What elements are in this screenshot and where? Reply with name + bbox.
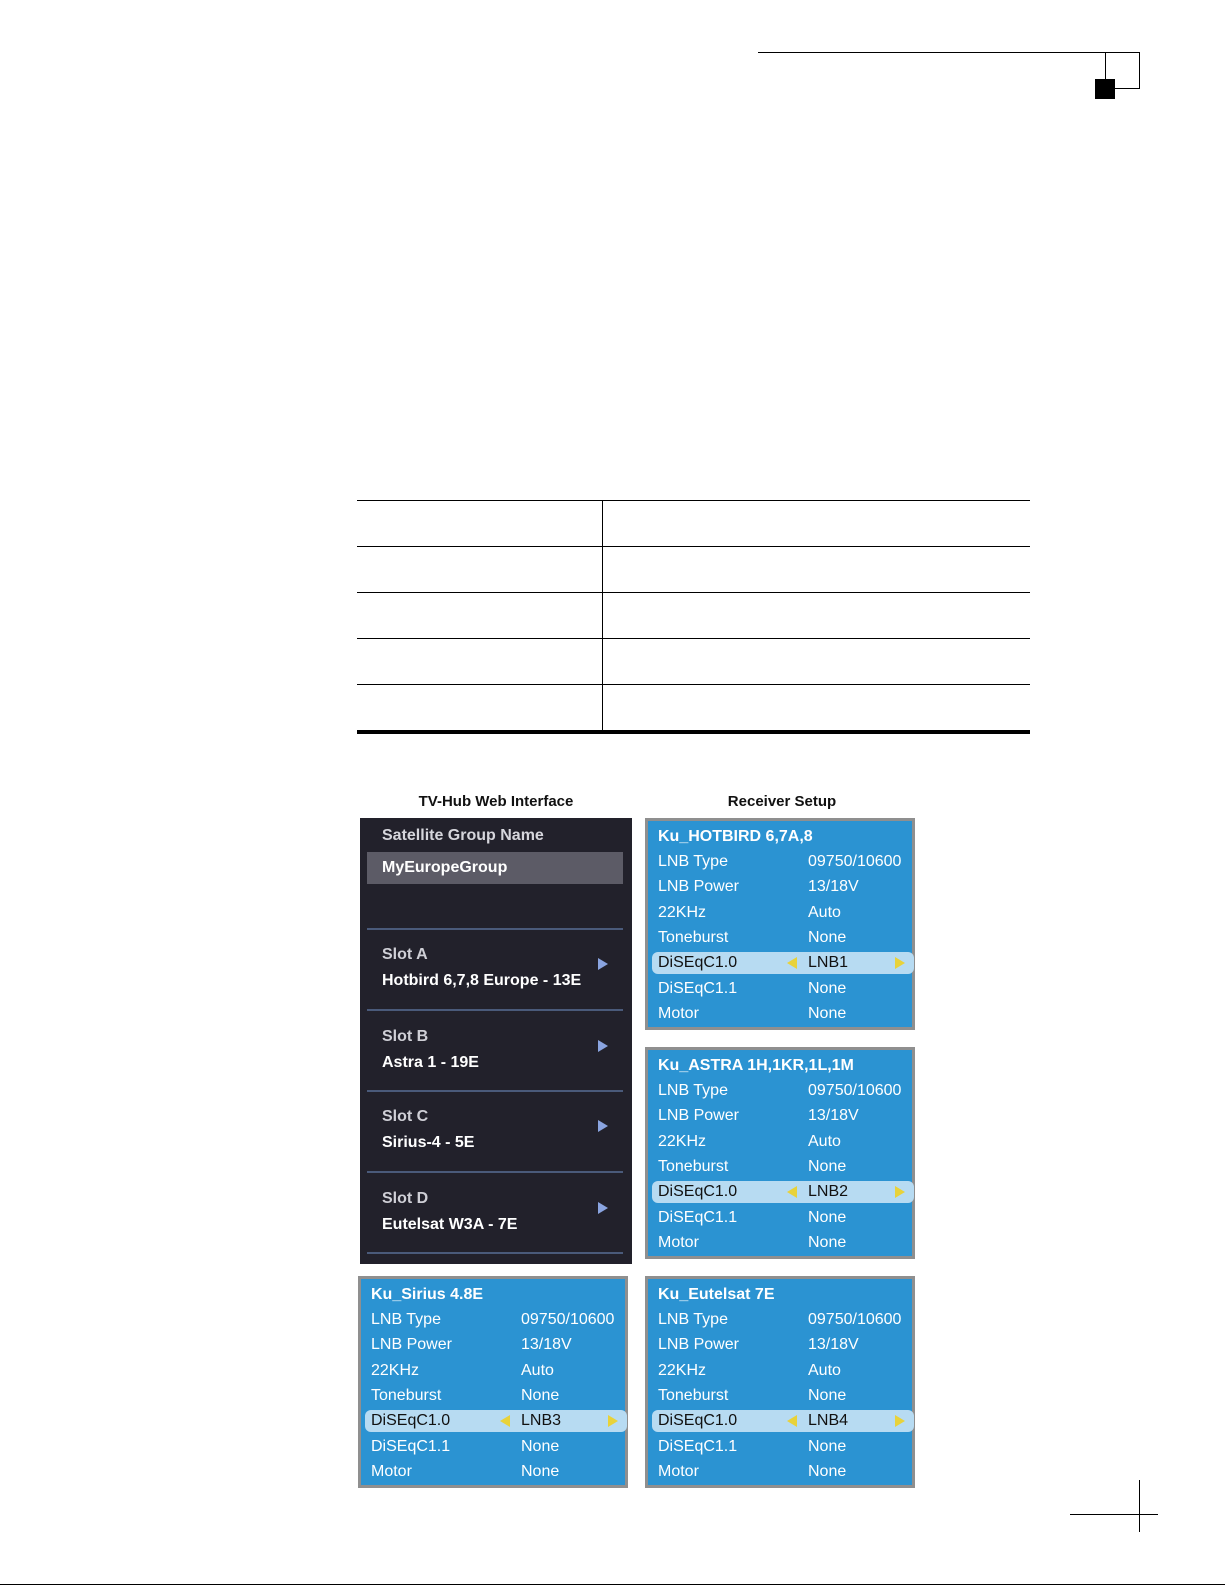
- setting-value: 13/18V: [521, 1336, 572, 1353]
- setting-row[interactable]: [658, 1080, 908, 1102]
- setting-key: DiSEqC1.0: [371, 1412, 451, 1429]
- setting-key: Motor: [658, 1463, 699, 1480]
- crop-mark: [1070, 1514, 1158, 1515]
- setting-value: None: [521, 1387, 560, 1404]
- setting-value: 09750/10600: [808, 853, 902, 870]
- setting-row[interactable]: [658, 927, 908, 949]
- table-row: [357, 500, 1030, 546]
- setting-key: LNB Power: [371, 1336, 452, 1353]
- slot-a[interactable]: [360, 946, 632, 1024]
- setting-value: 13/18V: [808, 878, 859, 895]
- setting-row[interactable]: [371, 1461, 621, 1483]
- setting-key: Motor: [371, 1463, 412, 1480]
- setting-key: DiSEqC1.1: [658, 1209, 738, 1226]
- setting-row[interactable]: [658, 978, 908, 1000]
- setting-row-selected[interactable]: [652, 1181, 914, 1203]
- chevron-right-icon: [598, 1202, 608, 1214]
- setting-row-selected[interactable]: [652, 952, 914, 974]
- chevron-right-icon: [598, 1040, 608, 1052]
- setting-row[interactable]: [658, 1436, 908, 1458]
- setting-key: Motor: [658, 1234, 699, 1251]
- setting-value: 09750/10600: [808, 1082, 902, 1099]
- setting-key: LNB Power: [658, 878, 739, 895]
- setting-row[interactable]: [658, 1105, 908, 1127]
- setting-row[interactable]: [658, 1309, 908, 1331]
- setting-key: Motor: [658, 1005, 699, 1022]
- setting-value: None: [808, 980, 847, 997]
- arrow-right-icon[interactable]: [895, 957, 905, 969]
- slot-satellite: Hotbird 6,7,8 Europe - 13E: [382, 972, 582, 989]
- setting-value: LNB1: [808, 954, 849, 971]
- setting-value: None: [808, 1005, 847, 1022]
- arrow-left-icon[interactable]: [500, 1415, 510, 1427]
- setting-key: 22KHz: [371, 1362, 420, 1379]
- setting-key: DiSEqC1.0: [658, 954, 738, 971]
- receiver-box-astra: [645, 1047, 915, 1259]
- receiver-setup-caption: Receiver Setup: [727, 793, 837, 810]
- setting-key: DiSEqC1.0: [658, 1183, 738, 1200]
- arrow-left-icon[interactable]: [787, 1415, 797, 1427]
- setting-row[interactable]: [371, 1334, 621, 1356]
- setting-row[interactable]: [658, 1131, 908, 1153]
- slot-d[interactable]: [360, 1190, 632, 1268]
- setting-value: None: [808, 1209, 847, 1226]
- header-rule: [758, 52, 1140, 53]
- receiver-title: Ku_Sirius 4.8E: [371, 1286, 484, 1303]
- setting-key: DiSEqC1.0: [658, 1412, 738, 1429]
- setting-value: None: [521, 1463, 560, 1480]
- divider: [367, 1171, 623, 1173]
- setting-row[interactable]: [658, 1003, 908, 1025]
- setting-value: None: [521, 1438, 560, 1455]
- chevron-right-icon: [598, 958, 608, 970]
- divider: [367, 928, 623, 930]
- slot-label: Slot A: [382, 946, 428, 963]
- setting-key: Toneburst: [658, 929, 729, 946]
- setting-value: 13/18V: [808, 1107, 859, 1124]
- arrow-right-icon[interactable]: [895, 1186, 905, 1198]
- chevron-right-icon: [598, 1120, 608, 1132]
- setting-row[interactable]: [658, 876, 908, 898]
- receiver-title: Ku_Eutelsat 7E: [658, 1286, 775, 1303]
- arrow-left-icon[interactable]: [787, 1186, 797, 1198]
- corner-mark-line: [1139, 52, 1140, 89]
- corner-square-mark: [1095, 79, 1115, 99]
- setting-value: Auto: [808, 1362, 841, 1379]
- slot-label: Slot D: [382, 1190, 429, 1207]
- setting-key: 22KHz: [658, 1133, 707, 1150]
- group-name-label: Satellite Group Name: [382, 827, 544, 844]
- arrow-right-icon[interactable]: [895, 1415, 905, 1427]
- setting-value: 09750/10600: [521, 1311, 615, 1328]
- setting-row[interactable]: [658, 902, 908, 924]
- web-interface-panel: [360, 818, 632, 1264]
- setting-value: None: [808, 1463, 847, 1480]
- receiver-box-eutelsat: [645, 1276, 915, 1488]
- table-row: [357, 546, 1030, 592]
- slot-satellite: Eutelsat W3A - 7E: [382, 1216, 518, 1233]
- setting-key: LNB Power: [658, 1336, 739, 1353]
- table-bottom-rule: [357, 730, 1030, 734]
- divider: [367, 1252, 623, 1254]
- table-row: [357, 684, 1030, 730]
- setting-row[interactable]: [371, 1360, 621, 1382]
- setting-key: DiSEqC1.1: [371, 1438, 451, 1455]
- web-interface-caption: TV-Hub Web Interface: [418, 793, 574, 810]
- setting-row[interactable]: [658, 1156, 908, 1178]
- slot-satellite: Sirius-4 - 5E: [382, 1134, 475, 1151]
- setting-row[interactable]: [371, 1309, 621, 1331]
- setting-value: 09750/10600: [808, 1311, 902, 1328]
- slot-satellite: Astra 1 - 19E: [382, 1054, 479, 1071]
- setting-value: Auto: [808, 1133, 841, 1150]
- setting-value: LNB2: [808, 1183, 849, 1200]
- setting-key: 22KHz: [658, 1362, 707, 1379]
- setting-row[interactable]: [658, 1461, 908, 1483]
- divider: [367, 1009, 623, 1011]
- receiver-title: Ku_ASTRA 1H,1KR,1L,1M: [658, 1057, 854, 1074]
- setting-row[interactable]: [371, 1385, 621, 1407]
- setting-key: 22KHz: [658, 904, 707, 921]
- empty-table: [357, 500, 1030, 734]
- setting-key: LNB Type: [371, 1311, 441, 1328]
- setting-value: None: [808, 929, 847, 946]
- corner-mark-line: [1105, 52, 1106, 79]
- setting-value: Auto: [521, 1362, 554, 1379]
- setting-row[interactable]: [658, 1207, 908, 1229]
- setting-row[interactable]: [658, 1232, 908, 1254]
- setting-value: 13/18V: [808, 1336, 859, 1353]
- slot-c[interactable]: [360, 1108, 632, 1186]
- arrow-left-icon[interactable]: [787, 957, 797, 969]
- setting-key: Toneburst: [658, 1387, 729, 1404]
- setting-row[interactable]: [371, 1436, 621, 1458]
- setting-value: LNB4: [808, 1412, 849, 1429]
- setting-key: Toneburst: [658, 1158, 729, 1175]
- slot-b[interactable]: [360, 1028, 632, 1106]
- receiver-box-hotbird: [645, 818, 915, 1030]
- setting-row-selected[interactable]: [365, 1410, 627, 1432]
- setting-key: Toneburst: [371, 1387, 442, 1404]
- setting-key: LNB Type: [658, 1311, 728, 1328]
- setting-key: DiSEqC1.1: [658, 1438, 738, 1455]
- setting-value: None: [808, 1438, 847, 1455]
- setting-key: LNB Type: [658, 853, 728, 870]
- setting-row[interactable]: [658, 1360, 908, 1382]
- arrow-right-icon[interactable]: [608, 1415, 618, 1427]
- group-name-field[interactable]: [367, 852, 623, 884]
- slot-label: Slot B: [382, 1028, 429, 1045]
- setting-value: None: [808, 1387, 847, 1404]
- table-row: [357, 592, 1030, 638]
- setting-row[interactable]: [658, 1334, 908, 1356]
- receiver-box-sirius: [358, 1276, 628, 1488]
- setting-row-selected[interactable]: [652, 1410, 914, 1432]
- setting-row[interactable]: [658, 851, 908, 873]
- setting-value: Auto: [808, 904, 841, 921]
- setting-row[interactable]: [658, 1385, 908, 1407]
- crop-mark: [1139, 1480, 1140, 1532]
- slot-label: Slot C: [382, 1108, 429, 1125]
- setting-value: None: [808, 1158, 847, 1175]
- setting-value: None: [808, 1234, 847, 1251]
- divider: [367, 1090, 623, 1092]
- setting-key: LNB Type: [658, 1082, 728, 1099]
- setting-key: DiSEqC1.1: [658, 980, 738, 997]
- setting-key: LNB Power: [658, 1107, 739, 1124]
- table-row: [357, 638, 1030, 684]
- receiver-title: Ku_HOTBIRD 6,7A,8: [658, 828, 813, 845]
- group-name-value: MyEuropeGroup: [382, 859, 508, 876]
- setting-value: LNB3: [521, 1412, 562, 1429]
